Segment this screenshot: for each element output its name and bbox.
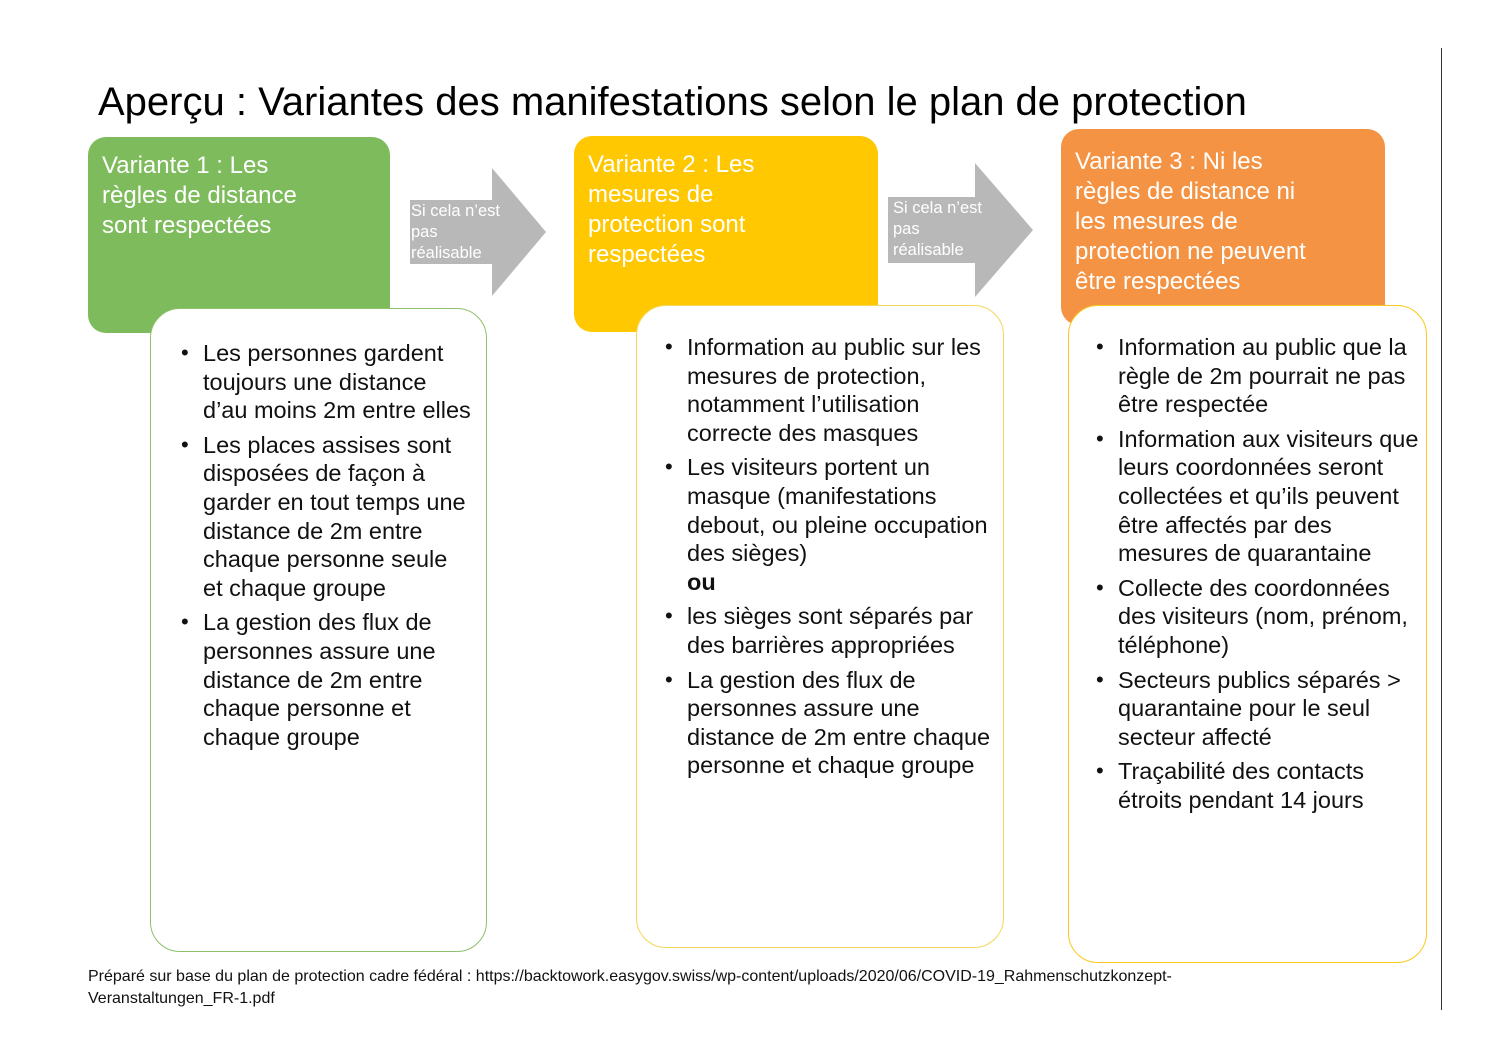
arrow-label-line: Si cela n’est [411, 202, 500, 220]
heading-line: respectées [588, 241, 706, 268]
measure-item: • Information aux visiteurs que leurs coordonnées seront collectées et qu’ils peuvent être affectés par des mesures de quarantaine [1096, 425, 1426, 568]
variant-1-heading [88, 137, 390, 333]
measure-item: • La gestion des flux de personnes assure une distance de 2m entre chaque personne et chaque groupe [181, 608, 471, 751]
measure-item: • Les personnes gardent toujours une distance d’au moins 2m entre elles [181, 339, 471, 425]
variant-3-measures-box [1068, 305, 1427, 963]
measure-item: • Information au public sur les mesures de protection, notamment l’utilisation correcte des masques [665, 333, 995, 447]
arrow-label [893, 198, 1011, 261]
variant-1-measures-box [150, 308, 487, 952]
variant-3-heading [1061, 129, 1385, 325]
variant-3-measures-list [1096, 333, 1426, 821]
footnote-line: Préparé sur base du plan de protection cadre fédéral : https://backtowork.easygov.swiss/wp-content/uploads/2020/06/COVID-19_Rahmenschutzkonzept- [88, 968, 1172, 985]
heading-line: règles de distance [102, 182, 297, 209]
measure-item: • Secteurs publics séparés > quarantaine pour le seul secteur affecté [1096, 666, 1426, 752]
page-title: Aperçu : Variantes des manifestations selon le plan de protection [98, 80, 1247, 124]
heading-line: Variante 3 : Ni les [1075, 148, 1263, 175]
arrow-label [411, 201, 523, 264]
measure-item: • Traçabilité des contacts étroits pendant 14 jours [1096, 757, 1426, 814]
or-connector: ou [687, 568, 716, 595]
variant-2-heading [574, 136, 878, 332]
page-divider [1441, 48, 1442, 1010]
arrow-label-line: pas [893, 220, 920, 238]
measure-item: • les sièges sont séparés par des barrières appropriées [665, 602, 995, 659]
arrow-label-line: réalisable [893, 241, 964, 259]
measure-item [665, 453, 995, 596]
heading-line: mesures de [588, 181, 714, 208]
arrow-label-line: pas [411, 223, 438, 241]
measure-item: • La gestion des flux de personnes assure une distance de 2m entre chaque personne et chaque groupe [665, 666, 995, 780]
heading-line: les mesures de [1075, 208, 1238, 235]
measure-item: • Les places assises sont disposées de façon à garder en tout temps une distance de 2m entre chaque personne seule et chaque groupe [181, 431, 471, 603]
heading-line: être respectées [1075, 268, 1241, 295]
variant-1-measures-list [181, 339, 471, 757]
variant-2-measures-box [636, 305, 1004, 948]
heading-line: Variante 2 : Les [588, 151, 755, 178]
measure-text: Les visiteurs portent un masque (manifestations debout, ou pleine occupation des sièges) [687, 454, 988, 567]
heading-line: règles de distance ni [1075, 178, 1296, 205]
fallback-arrow-1 [410, 168, 546, 296]
measure-item: • Information au public que la règle de 2m pourrait ne pas être respectée [1096, 333, 1426, 419]
arrow-label-line: Si cela n’est [893, 199, 982, 217]
measure-item: • Collecte des coordonnées des visiteurs (nom, prénom, téléphone) [1096, 574, 1426, 660]
heading-line: Variante 1 : Les [102, 152, 269, 179]
heading-line: sont respectées [102, 212, 272, 239]
source-footnote [88, 966, 1408, 1010]
arrow-label-line: réalisable [411, 244, 482, 262]
variant-2-measures-list [665, 333, 995, 786]
fallback-arrow-2 [888, 163, 1033, 297]
footnote-line: Veranstaltungen_FR-1.pdf [88, 990, 275, 1007]
heading-line: protection ne peuvent [1075, 238, 1306, 265]
heading-line: protection sont [588, 211, 746, 238]
